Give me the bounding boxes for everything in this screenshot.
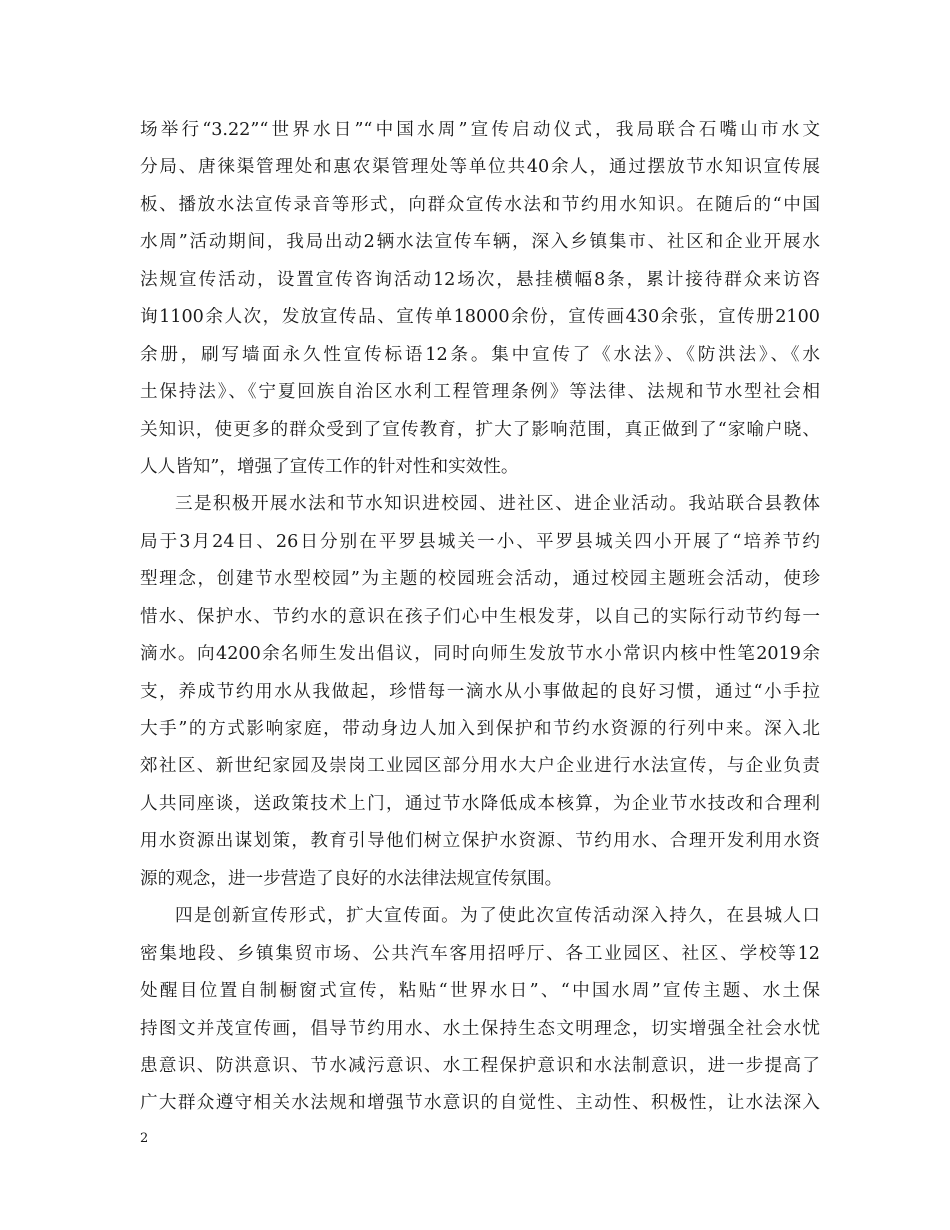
text-line: 密集地段、乡镇集贸市场、公共汽车客用招呼厅、各工业园区、社区、学校等12 <box>140 943 820 964</box>
text-line: 广大群众遵守相关水法规和增强节水意识的自觉性、主动性、积极性，让水法深入 <box>140 1093 820 1114</box>
page-number: 2 <box>140 1131 149 1146</box>
text-line: 处醒目位置自制橱窗式宣传，粘贴“世界水日”、“中国水周”宣传主题、水土保 <box>140 981 820 1002</box>
paragraph-first-line: 四是创新宣传形式，扩大宣传面。为了使此次宣传活动深入持久，在县城人口 <box>175 906 820 927</box>
text-line: 水周”活动期间，我局出动2辆水法宣传车辆，深入乡镇集市、社区和企业开展水 <box>140 232 820 253</box>
paragraph-end-line: 人人皆知”，增强了宣传工作的针对性和实效性。 <box>140 456 519 477</box>
text-line: 人共同座谈，送政策技术上门，通过节水降低成本核算，为企业节水技改和合理利 <box>140 793 820 814</box>
text-line: 法规宣传活动，设置宣传咨询活动12场次，悬挂横幅8条，累计接待群众来访咨 <box>140 269 820 290</box>
paragraph-first-line: 三是积极开展水法和节水知识进校园、进社区、进企业活动。我站联合县教体 <box>175 494 820 515</box>
text-line: 大手”的方式影响家庭，带动身边人加入到保护和节约水资源的行列中来。深入北 <box>140 719 820 739</box>
text-line: 局于3月24日、26日分别在平罗县城关一小、平罗县城关四小开展了“培养节约 <box>140 531 820 552</box>
text-line: 场举行“3.22”“世界水日”“中国水周”宣传启动仪式，我局联合石嘴山市水文 <box>140 120 820 140</box>
text-line: 支，养成节约用水从我做起，珍惜每一滴水从小事做起的良好习惯，通过“小手拉 <box>140 681 820 702</box>
text-line: 惜水、保护水、节约水的意识在孩子们心中生根发芽，以自己的实际行动节约每一 <box>140 606 820 627</box>
text-line: 关知识，使更多的群众受到了宣传教育，扩大了影响范围，真正做到了“家喻户晓、 <box>140 419 820 440</box>
text-line: 持图文并茂宣传画，倡导节约用水、水土保持生态文明理念，切实增强全社会水忧 <box>140 1018 820 1039</box>
paragraph-end-line: 源的观念，进一步营造了良好的水法律法规宣传氛围。 <box>140 868 563 889</box>
text-line: 郊社区、新世纪家园及崇岗工业园区部分用水大户企业进行水法宣传，与企业负责 <box>140 756 820 777</box>
text-line: 板、播放水法宣传录音等形式，向群众宣传水法和节约用水知识。在随后的“中国 <box>140 194 820 215</box>
text-line: 用水资源出谋划策，教育引导他们树立保护水资源、节约用水、合理开发利用水资 <box>140 831 820 852</box>
text-line: 余册，刷写墙面永久性宣传标语12条。集中宣传了《水法》、《防洪法》、《水 <box>140 344 820 365</box>
text-line: 患意识、防洪意识、节水减污意识、水工程保护意识和水法制意识，进一步提高了 <box>140 1055 820 1076</box>
text-line: 询1100余人次，发放宣传品、宣传单18000余份，宣传画430余张，宣传册2100 <box>140 307 820 328</box>
text-line: 型理念，创建节水型校园”为主题的校园班会活动，通过校园主题班会活动，使珍 <box>140 569 820 590</box>
body-text <box>140 112 820 1123</box>
text-line: 滴水。向4200余名师生发出倡议，同时向师生发放节水小常识内核中性笔2019余 <box>140 644 820 665</box>
text-line: 土保持法》、《宁夏回族自治区水利工程管理条例》等法律、法规和节水型社会相 <box>140 382 820 403</box>
text-line: 分局、唐徕渠管理处和惠农渠管理处等单位共40余人，通过摆放节水知识宣传展 <box>140 157 820 178</box>
